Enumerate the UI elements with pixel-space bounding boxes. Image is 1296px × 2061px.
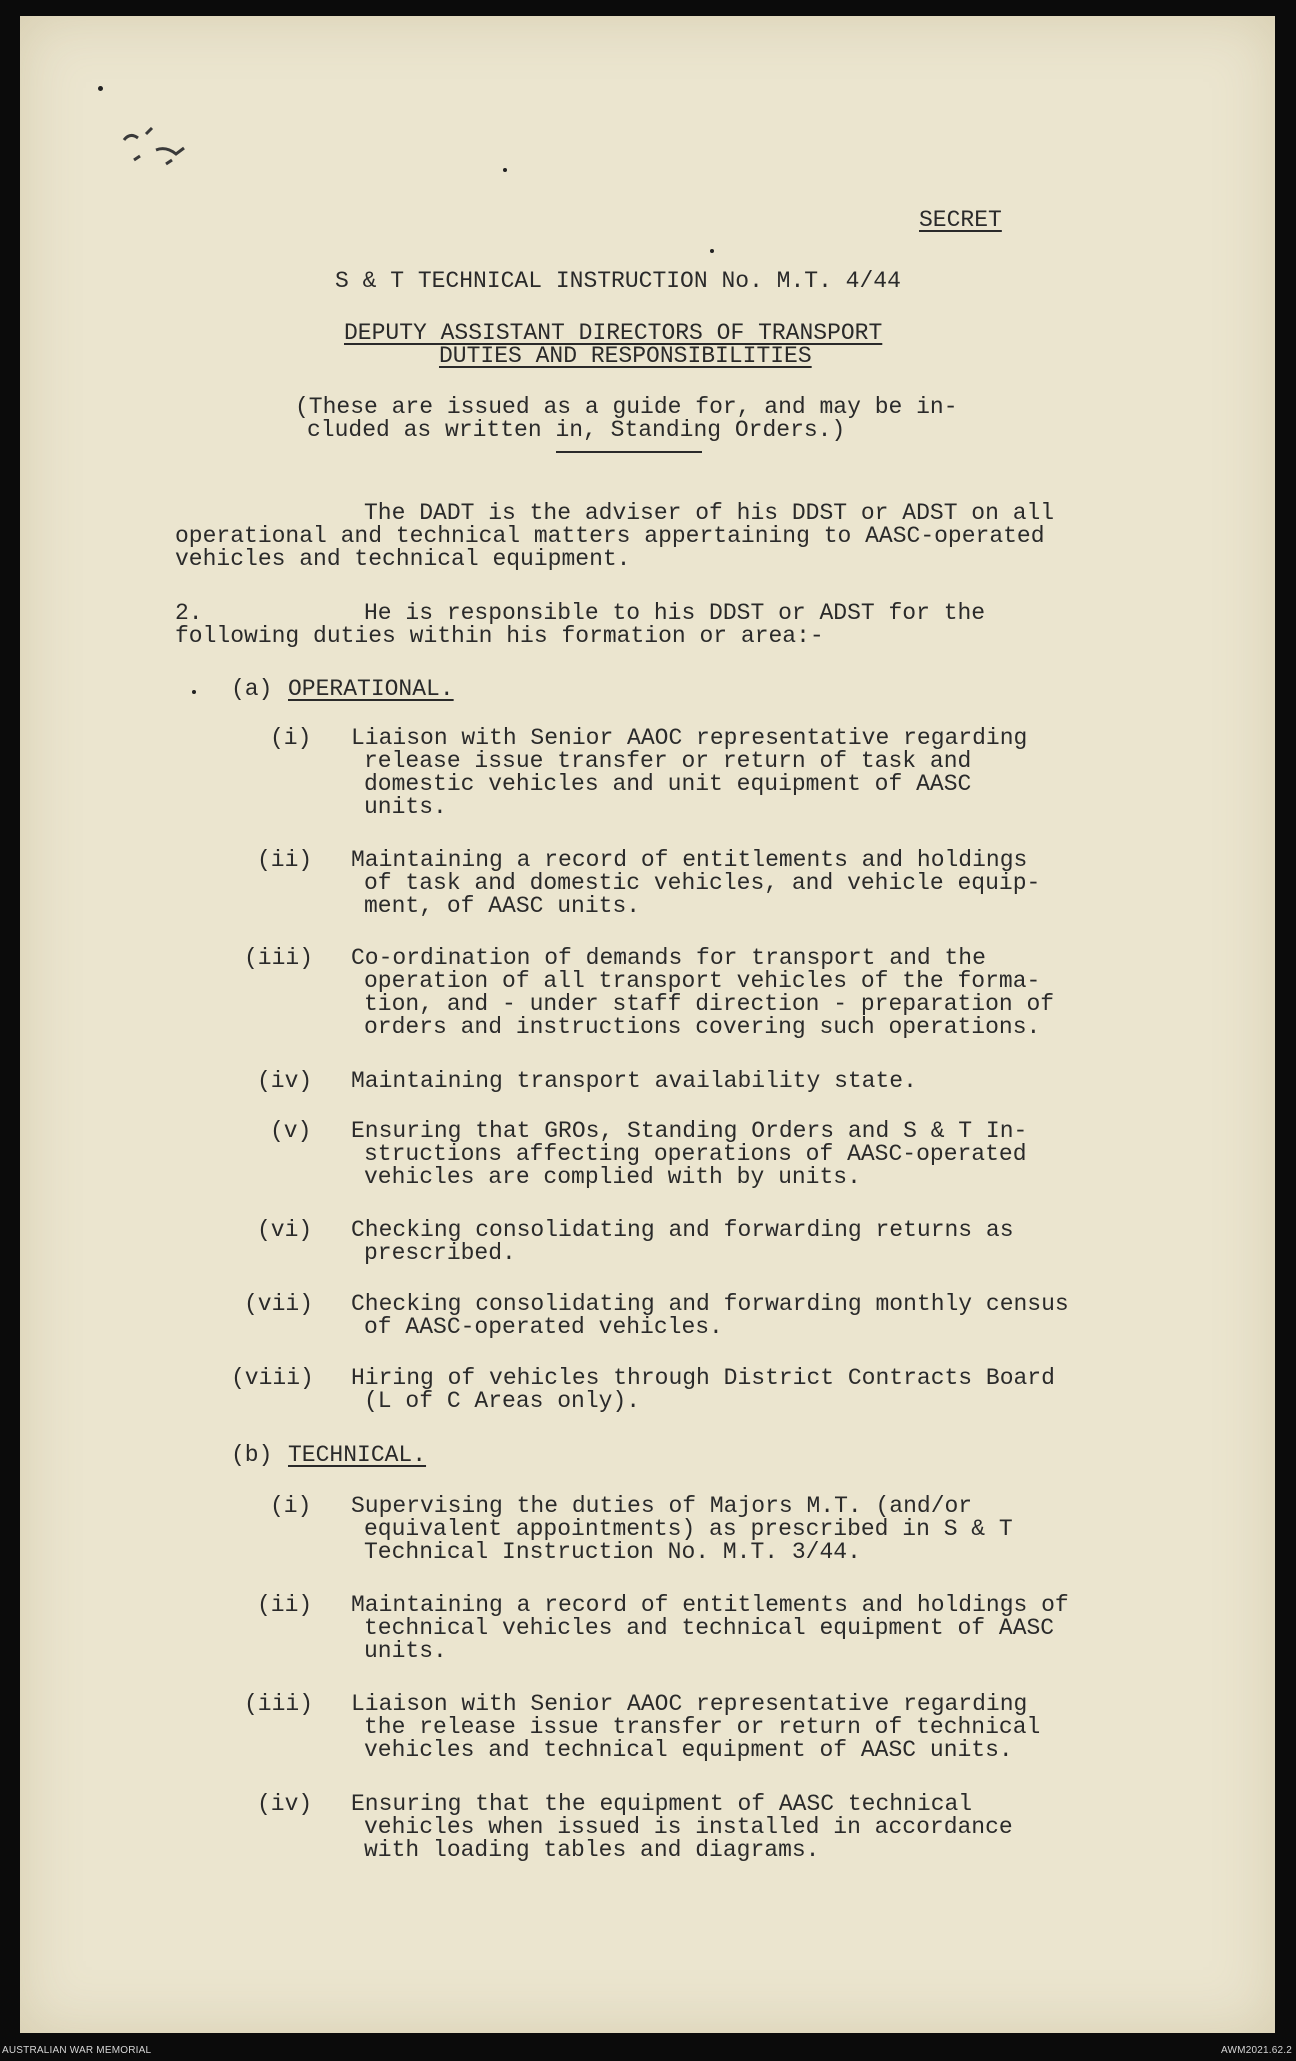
section-a-letter: (a): [231, 676, 273, 702]
instruction-title: S & T TECHNICAL INSTRUCTION No. M.T. 4/44: [335, 268, 901, 294]
item-line: Hiring of vehicles through District Contracts Board: [351, 1365, 1055, 1391]
item-line: the release issue transfer or return of technical: [364, 1714, 1041, 1740]
item-number: (vii): [244, 1291, 314, 1317]
item-line: equivalent appointments) as prescribed in S & T: [364, 1516, 1013, 1542]
item-line: vehicles are complied with by units.: [364, 1164, 861, 1190]
item-number: (ii): [257, 847, 313, 873]
section-b-heading: TECHNICAL.: [288, 1442, 427, 1468]
item-number: (iv): [257, 1791, 313, 1817]
divider-rule: [556, 451, 702, 453]
item-number: (iv): [257, 1068, 313, 1094]
item-line: Maintaining transport availability state.: [351, 1068, 917, 1094]
item-number: (vi): [257, 1217, 313, 1243]
item-line: with loading tables and diagrams.: [364, 1837, 820, 1863]
stamp-smudge-mark: [116, 120, 216, 180]
item-line: Checking consolidating and forwarding returns as: [351, 1217, 1014, 1243]
para2-line1: He is responsible to his DDST or ADST for the: [364, 600, 986, 626]
section-a-heading: OPERATIONAL.: [288, 676, 454, 702]
item-number: (ii): [257, 1592, 313, 1618]
para2-line2: following duties within his formation or area:-: [175, 623, 824, 649]
item-line: Ensuring that the equipment of AASC technical: [351, 1791, 973, 1817]
preamble-line1: (These are issued as a guide for, and may be in-: [295, 394, 958, 420]
item-line: technical vehicles and technical equipment of AASC: [364, 1615, 1055, 1641]
para1-line3: vehicles and technical equipment.: [175, 546, 631, 572]
para1-line2: operational and technical matters appertaining to AASC-operated: [175, 523, 1045, 549]
item-line: units.: [364, 794, 447, 820]
item-number: (viii): [231, 1365, 314, 1391]
item-number: (v): [270, 1118, 312, 1144]
subject-heading-line1: DEPUTY ASSISTANT DIRECTORS OF TRANSPORT: [344, 320, 883, 346]
item-line: of AASC-operated vehicles.: [364, 1314, 723, 1340]
item-line: Liaison with Senior AAOC representative regarding: [351, 725, 1028, 751]
item-line: Liaison with Senior AAOC representative regarding: [351, 1691, 1028, 1717]
item-number: (i): [270, 725, 312, 751]
classification-label: SECRET: [919, 207, 1002, 233]
item-line: of task and domestic vehicles, and vehicle equip-: [364, 870, 1041, 896]
item-line: Maintaining a record of entitlements and holdings: [351, 847, 1028, 873]
item-line: vehicles and technical equipment of AASC units.: [364, 1737, 1013, 1763]
document-page: [20, 16, 1275, 2033]
item-number: (iii): [244, 945, 314, 971]
item-number: (i): [270, 1493, 312, 1519]
ink-speck: [503, 168, 507, 172]
footer-record-id: AWM2021.62.2: [1221, 2045, 1292, 2056]
item-line: operation of all transport vehicles of the forma-: [364, 968, 1041, 994]
item-number: (iii): [244, 1691, 314, 1717]
item-line: structions affecting operations of AASC-operated: [364, 1141, 1027, 1167]
item-line: vehicles when issued is installed in accordance: [364, 1814, 1013, 1840]
item-line: Checking consolidating and forwarding monthly census: [351, 1291, 1069, 1317]
footer-archive-label: AUSTRALIAN WAR MEMORIAL: [2, 2045, 152, 2056]
item-line: units.: [364, 1638, 447, 1664]
item-line: Supervising the duties of Majors M.T. (and/or: [351, 1493, 973, 1519]
ink-speck: [192, 690, 196, 694]
subject-heading-line2: DUTIES AND RESPONSIBILITIES: [439, 343, 812, 369]
item-line: Co-ordination of demands for transport and the: [351, 945, 986, 971]
item-line: release issue transfer or return of task and: [364, 748, 972, 774]
item-line: Ensuring that GROs, Standing Orders and S & T In-: [351, 1118, 1028, 1144]
item-line: domestic vehicles and unit equipment of AASC: [364, 771, 972, 797]
para2-number: 2.: [175, 600, 203, 626]
item-line: prescribed.: [364, 1240, 516, 1266]
item-line: orders and instructions covering such operations.: [364, 1014, 1041, 1040]
item-line: tion, and - under staff direction - preparation of: [364, 991, 1055, 1017]
ink-speck: [98, 86, 103, 91]
item-line: Maintaining a record of entitlements and holdings of: [351, 1592, 1069, 1618]
item-line: (L of C Areas only).: [364, 1388, 641, 1414]
preamble-line2: cluded as written in, Standing Orders.): [307, 417, 846, 443]
item-line: Technical Instruction No. M.T. 3/44.: [364, 1539, 861, 1565]
item-line: ment, of AASC units.: [364, 893, 641, 919]
para1-line1: The DADT is the adviser of his DDST or ADST on all: [364, 500, 1055, 526]
ink-speck: [710, 249, 714, 253]
section-b-letter: (b): [231, 1442, 273, 1468]
